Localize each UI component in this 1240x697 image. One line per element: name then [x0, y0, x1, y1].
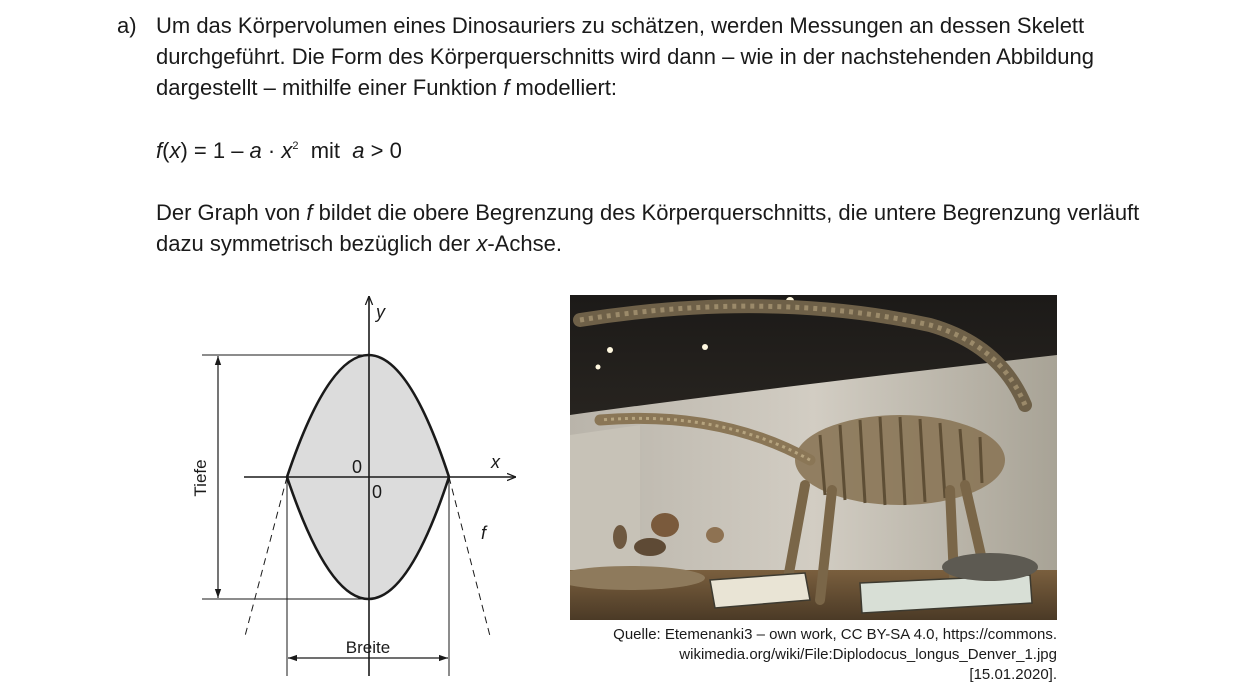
image-credit: [560, 625, 1057, 685]
desc-axis-name: x: [476, 231, 488, 256]
intro-function-name: f: [503, 75, 510, 100]
curve-f-label: f: [481, 523, 487, 543]
formula-mit: mit: [298, 138, 353, 163]
intro-text-1: Um das Körpervolumen eines Dinosauriers zu schätzen, werden Messungen an dessen Skelett durchgeführt. Die Form des Körperquerschnitts wird dann – wie in der nachstehenden Abbildung dargestellt – mithilfe einer Funktion: [156, 13, 1094, 100]
cross-section-diagram: [180, 288, 530, 688]
formula-f: f: [156, 138, 163, 163]
desc-function-name: f: [306, 200, 313, 225]
desc-text-3: -Achse.: [487, 231, 562, 256]
formula-dot: ·: [261, 138, 282, 163]
diplodocus-photo-graphic: [570, 295, 1057, 620]
formula-a: a: [249, 138, 262, 163]
depth-label: Tiefe: [191, 459, 210, 497]
formula-close-eq: ) = 1 –: [180, 138, 250, 163]
width-label: Breite: [345, 638, 391, 657]
formula-x: x: [169, 138, 181, 163]
formula-exponent: 2: [292, 140, 299, 152]
credit-line-1: Quelle: Etemenanki3 – own work, CC BY-SA 4.0, https://commons.: [613, 626, 1057, 643]
desc-text-1: Der Graph von: [156, 200, 307, 225]
diplodocus-photo: [570, 295, 1057, 620]
x-axis-label: x: [491, 452, 500, 472]
formula-open: (: [162, 138, 170, 163]
curve-f-dashed-right: [449, 477, 490, 636]
credit-line-2: wikimedia.org/wiki/File:Diplodocus_longus_Denver_1.jpg: [679, 646, 1057, 663]
formula-x-squared: x: [281, 138, 293, 163]
task-label: a): [117, 13, 137, 38]
origin-label-upper: 0: [352, 457, 363, 477]
origin-label-lower: 0: [372, 482, 383, 502]
task-description: [156, 197, 1146, 259]
task-intro: [156, 10, 1146, 103]
intro-text-2: modelliert:: [509, 75, 618, 100]
y-axis-label: y: [376, 302, 385, 322]
function-formula: [156, 135, 1146, 166]
formula-a-condition: a: [352, 138, 365, 163]
curve-f-dashed-left: [245, 477, 287, 636]
credit-line-3: [15.01.2020].: [969, 666, 1057, 683]
formula-condition: > 0: [364, 138, 402, 163]
desc-text-2: bildet die obere Begrenzung des Körperquerschnitts, die untere Begrenzung verläuft dazu symmetrisch bezüglich der: [156, 200, 1140, 256]
